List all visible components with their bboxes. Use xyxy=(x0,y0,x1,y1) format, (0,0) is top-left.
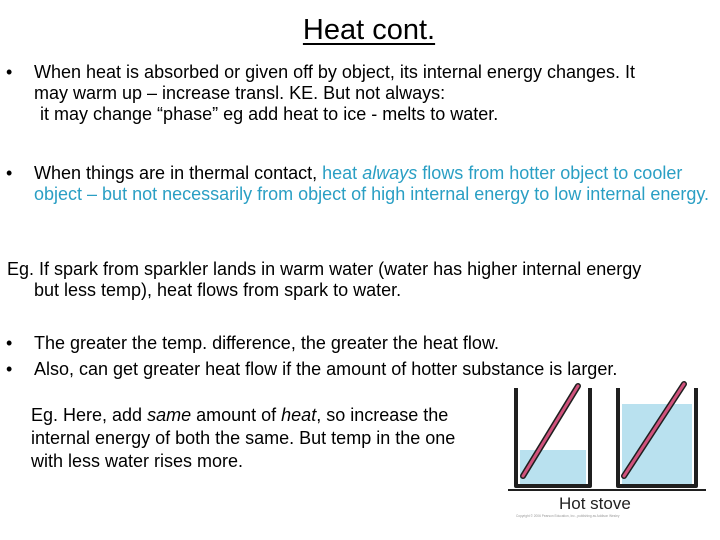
beakers-illustration xyxy=(506,378,710,518)
bullet-temp-difference xyxy=(0,333,710,354)
bullet-dot: • xyxy=(6,359,13,379)
bullet3-text: The greater the temp. difference, the greater the heat flow. xyxy=(34,333,499,353)
bullet2-teal-text-rest: flows from hotter object to cooler object – but not necessarily from object of high internal energy to low internal energy. xyxy=(34,163,710,204)
slide-title: Heat cont. xyxy=(302,14,436,46)
bullet2-teal-text: heat xyxy=(322,163,363,183)
example2-text-end: , so increase the internal energy of both the same. But temp in the one with less water rises more. xyxy=(31,405,456,471)
example1-line1: Eg. If spark from sparkler lands in warm water (water has higher internal energy xyxy=(7,259,642,279)
bullet2-emphasis: always xyxy=(362,163,418,183)
bullet-dot: • xyxy=(6,163,13,183)
bullet-hotter-amount xyxy=(0,359,710,380)
bullet-thermal-contact xyxy=(0,163,710,205)
bullet2-text: When things are in thermal contact, xyxy=(34,163,323,183)
right-beaker-water xyxy=(622,404,692,484)
bullet-dot: • xyxy=(6,333,13,353)
example1-line2: but less temp), heat flows from spark to water. xyxy=(34,280,402,300)
example2-heat-emphasis: heat xyxy=(281,405,317,425)
example-sparkler xyxy=(7,259,717,301)
bullet-dot: • xyxy=(6,62,13,82)
example2-same-emphasis: same xyxy=(147,405,192,425)
bullet1-line2: may warm up – increase transl. KE. But not always: xyxy=(34,83,446,103)
figure-copyright: Copyright © 2006 Pearson Education, Inc., publishing as Addison Wesley xyxy=(516,514,620,518)
bullet1-line3: it may change “phase” eg add heat to ice - melts to water. xyxy=(40,104,499,124)
example2-text-mid: amount of xyxy=(191,405,282,425)
stove-label: Hot stove xyxy=(559,494,631,513)
bullet1-line1: When heat is absorbed or given off by object, its internal energy changes. It xyxy=(34,62,636,82)
hot-stove-figure xyxy=(506,378,710,523)
example2-text: Eg. Here, add xyxy=(31,405,148,425)
bullet4-text: Also, can get greater heat flow if the amount of hotter substance is larger. xyxy=(34,359,618,379)
example-same-heat xyxy=(31,404,471,473)
bullet-internal-energy xyxy=(0,62,710,125)
